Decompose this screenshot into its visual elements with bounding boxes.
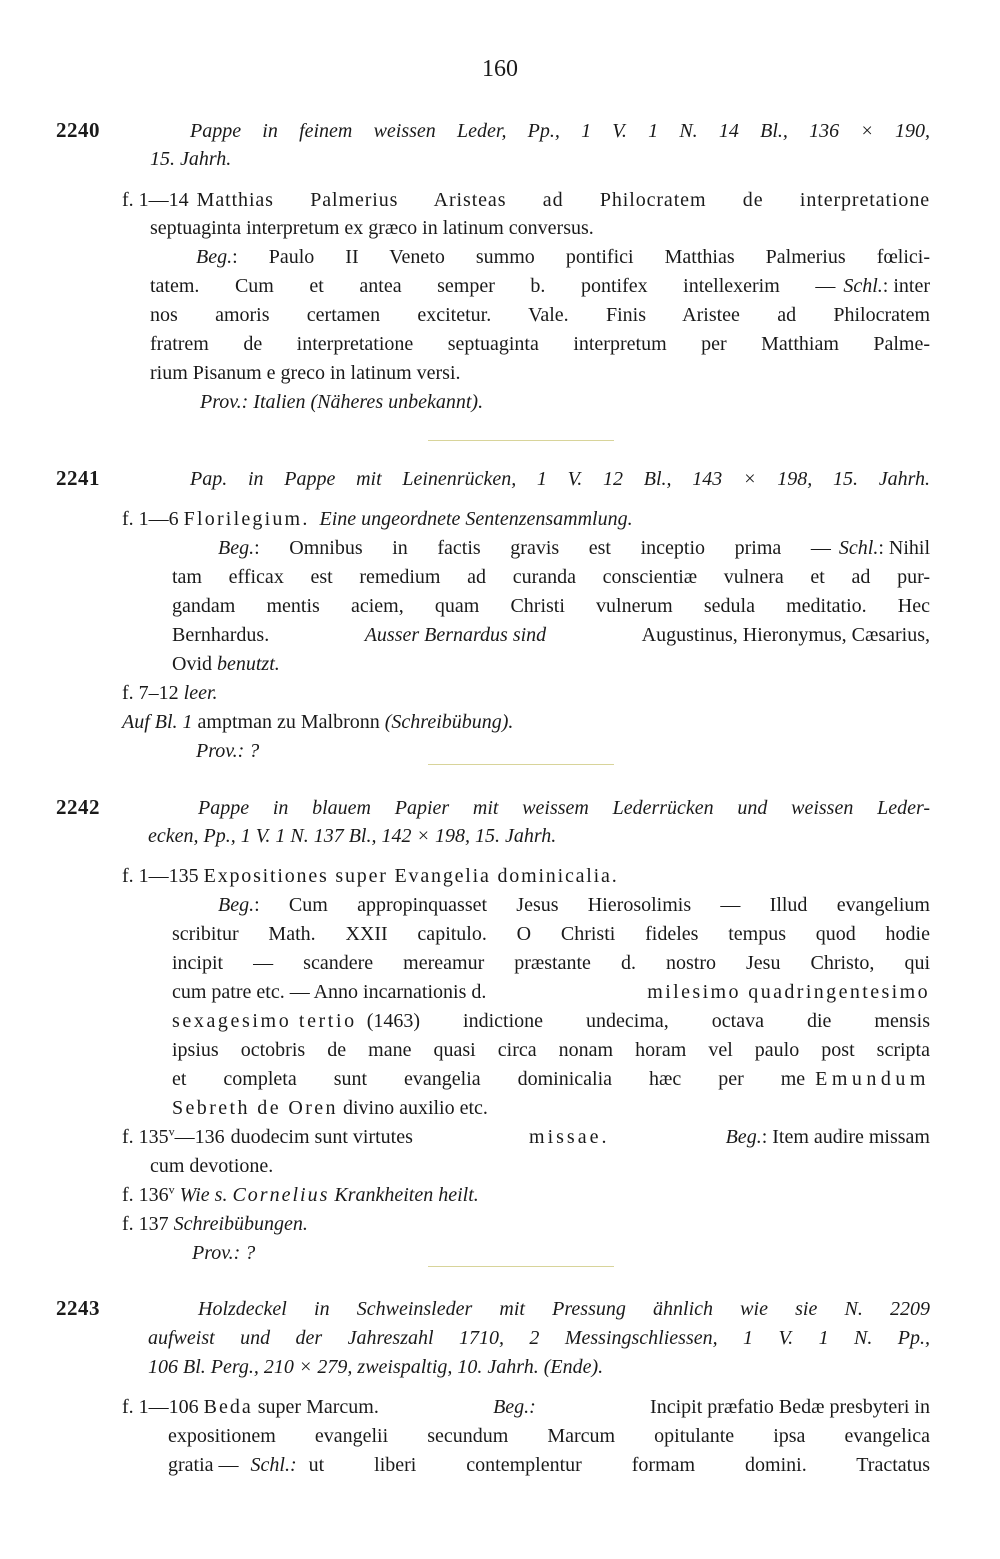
entry-header-line: aufweist und der Jahreszahl 1710, 2 Messingschliessen, 1 V. 1 N. Pp.,	[148, 1327, 930, 1349]
provenance: Prov.: ?	[192, 1242, 256, 1264]
entry-header-line: Holzdeckel in Schweinsleder mit Pressung ähnlich wie sie N. 2209	[198, 1298, 930, 1320]
entry-header-line: Pappe in blauem Papier mit weissem Lederrücken und weissen Leder-	[198, 797, 930, 819]
incipit-line: Beg. : Cum appropinquasset Jesus Hierosolimis — Illud evangelium	[218, 891, 930, 919]
incipit-line: gratia — Schl.: ut liberi contemplentur formam domini. Tractatus	[168, 1451, 930, 1479]
incipit-line: gandam mentis aciem, quam Christi vulnerum sedula meditatio. Hec	[172, 595, 930, 617]
folio-label: f. 135$^v$—136	[122, 1124, 225, 1148]
incipit-line: tatem. Cum et antea semper b. pontifex intellexerim — Schl.: inter	[150, 275, 930, 297]
entry-header-line: ecken, Pp., 1 V. 1 N. 137 Bl., 142 × 198, 15. Jahrh.	[148, 825, 557, 847]
incipit-line: rium Pisanum e greco in latinum versi.	[150, 362, 461, 384]
folio-title: Matthias Palmerius Aristeas ad Philocratem de interpretatione	[196, 189, 930, 211]
folio-note: Eine ungeordnete Sentenzensammlung.	[319, 508, 633, 530]
incipit-line: Beg. : Omnibus in factis gravis est inceptio prima — Schl.: Nihil	[218, 534, 930, 562]
incipit-line: cum patre etc. — Anno incarnationis d. milesimo quadringentesimo	[172, 981, 930, 1003]
schl-label: Schl.	[843, 275, 883, 297]
incipit-line: expositionem evangelii secundum Marcum opitulante ipsa evangelica	[168, 1425, 930, 1447]
beg-label: Beg.	[196, 246, 233, 268]
divider	[428, 440, 614, 441]
folio-line	[122, 505, 633, 533]
incipit-line: Ovid benutzt.	[172, 653, 280, 675]
folio-text: septuaginta interpretum ex græco in latinum conversus.	[150, 217, 594, 239]
folio-line: f. 1—106 Beda super Marcum. Beg.: Incipit præfatio Bedæ presbyteri in	[122, 1393, 930, 1421]
folio-label: f. 1—135	[122, 865, 199, 887]
beg-label: Beg.	[218, 894, 255, 916]
beg-label: Beg.	[218, 537, 255, 559]
incipit-line: Bernhardus. Ausser Bernardus sind Augustinus, Hieronymus, Cæsarius,	[172, 624, 930, 646]
folio-label: f. 1—6	[122, 508, 179, 530]
incipit-line: nos amoris certamen excitetur. Vale. Finis Aristee ad Philocratem	[150, 304, 930, 326]
schl-label: Schl.	[838, 537, 879, 559]
incipit-line: sexagesimo tertio (1463) indictione undecima, octava die mensis	[172, 1010, 930, 1032]
incipit-line: Beg. : Paulo II Veneto summo pontifici Matthias Palmerius fœlici-	[196, 243, 930, 271]
entry-header-line: Pappe in feinem weissen Leder, Pp., 1 V. 1 N. 14 Bl., 136 × 190,	[190, 120, 930, 142]
divider	[428, 1266, 614, 1267]
folio-line: f. 135$^v$—136 duodecim sunt virtutes missae. Beg.: Item audire missam	[122, 1123, 930, 1151]
incipit-line: ipsius octobris de mane quasi circa nonam horam vel paulo post scripta	[172, 1039, 930, 1061]
page-number: 160	[482, 56, 518, 82]
incipit-line: Sebreth de Oren divino auxilio etc.	[172, 1097, 488, 1119]
folio-label: f. 1—14	[122, 189, 189, 211]
entry-number: 2240	[56, 118, 100, 142]
folio-label: f. 1—106	[122, 1396, 199, 1418]
folio-label: f. 7–12	[122, 682, 179, 704]
entry-number: 2243	[56, 1296, 100, 1320]
folio-line: f. 136$^v$ Wie s. Cornelius Krankheiten heilt.	[122, 1182, 479, 1206]
entry-header-line: 106 Bl. Perg., 210 × 279, zweispaltig, 10. Jahrh. (Ende).	[148, 1356, 604, 1378]
incipit-line: tam efficax est remedium ad curanda conscientiæ vulnera et ad pur-	[172, 566, 930, 588]
folio-label: f. 136$^v$	[122, 1182, 175, 1206]
divider	[428, 764, 614, 765]
schl-label: Schl.:	[250, 1454, 297, 1476]
incipit-line: scribitur Math. XXII capitulo. O Christi fideles tempus quod hodie	[172, 923, 930, 945]
provenance: Prov.: Italien (Näheres unbekannt).	[200, 391, 484, 413]
incipit-line: et completa sunt evangelia dominicalia hæc per me Emundum	[172, 1068, 930, 1090]
entry-header-line: Pap. in Pappe mit Leinenrücken, 1 V. 12 Bl., 143 × 198, 15. Jahrh.	[190, 468, 930, 490]
incipit-line: incipit — scandere mereamur præstante d. nostro Jesu Christo, qui	[172, 952, 930, 974]
folio-line	[122, 1210, 308, 1238]
folio-title: Expositiones super Evangelia dominicalia.	[203, 865, 619, 887]
folio-line	[122, 186, 930, 214]
beg-label: Beg.:	[493, 1396, 536, 1418]
folio-title: Beda	[203, 1396, 253, 1418]
beg-label: Beg.	[725, 1126, 762, 1148]
folio-text: cum devotione.	[150, 1155, 274, 1177]
entry-header-line: 15. Jahrh.	[150, 148, 232, 170]
folio-line	[122, 862, 619, 890]
folio-line	[122, 679, 218, 707]
folio-label: f. 137	[122, 1213, 169, 1235]
entry-number: 2242	[56, 795, 100, 819]
folio-note: Schreibübungen.	[173, 1213, 308, 1235]
incipit-line: fratrem de interpretatione septuaginta interpretum per Matthiam Palme-	[150, 333, 930, 355]
folio-title: Florilegium.	[183, 508, 310, 530]
folio-note: leer.	[183, 682, 218, 704]
entry-number: 2241	[56, 466, 100, 490]
provenance: Prov.: ?	[196, 740, 260, 762]
note-line: Auf Bl. 1 amptman zu Malbronn (Schreibübung).	[122, 711, 514, 733]
